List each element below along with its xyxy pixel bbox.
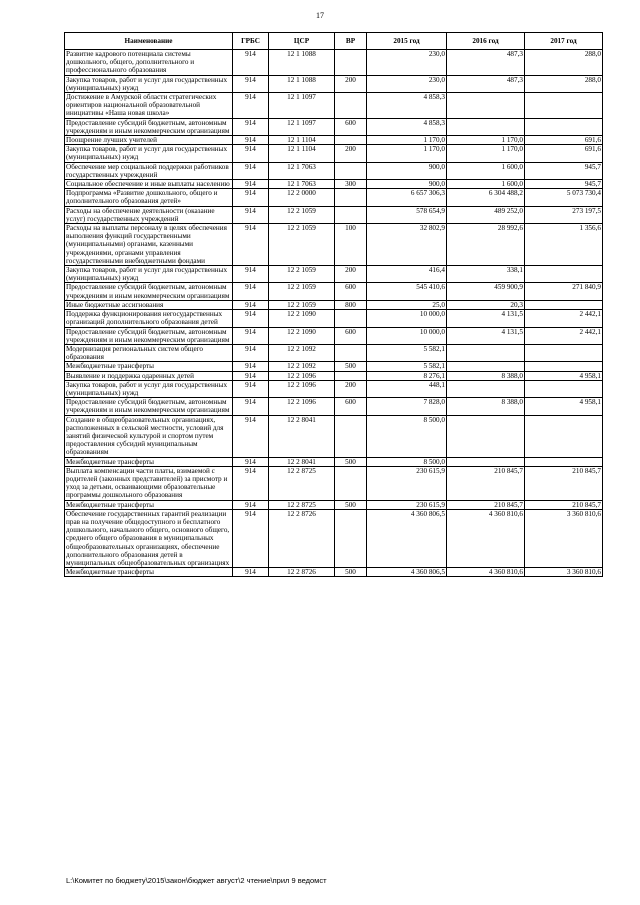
table-row (65, 500, 603, 509)
cell-2017: 5 073 730,4 (525, 189, 603, 206)
cell-2017: 945,7 (525, 162, 603, 179)
cell-2015: 10 000,0 (367, 327, 447, 344)
cell-grbs: 914 (233, 93, 269, 119)
cell-2015: 5 582,1 (367, 344, 447, 361)
table-row (65, 327, 603, 344)
cell-csr: 12 2 8725 (269, 500, 335, 509)
cell-vr: 200 (335, 75, 367, 92)
cell-vr (335, 189, 367, 206)
cell-grbs: 914 (233, 457, 269, 466)
cell-vr (335, 162, 367, 179)
cell-csr: 12 2 8041 (269, 457, 335, 466)
cell-csr: 12 1 1097 (269, 93, 335, 119)
cell-vr (335, 415, 367, 457)
cell-vr (335, 466, 367, 500)
cell-csr: 12 2 1092 (269, 362, 335, 371)
table-row (65, 136, 603, 145)
cell-grbs: 914 (233, 380, 269, 397)
cell-vr: 200 (335, 266, 367, 283)
cell-2016: 487,3 (447, 75, 525, 92)
cell-vr: 200 (335, 145, 367, 162)
cell-2016: 1 600,0 (447, 162, 525, 179)
table-row (65, 457, 603, 466)
cell-csr: 12 1 1104 (269, 145, 335, 162)
cell-name: Межбюджетные трансферты (65, 457, 233, 466)
budget-table (64, 32, 603, 577)
table-row (65, 266, 603, 283)
cell-2017 (525, 93, 603, 119)
table-row (65, 189, 603, 206)
cell-2017: 1 356,6 (525, 224, 603, 266)
cell-grbs: 914 (233, 118, 269, 135)
cell-grbs: 914 (233, 509, 269, 567)
cell-vr: 600 (335, 118, 367, 135)
cell-2017: 271 840,9 (525, 283, 603, 300)
table-header-row (65, 33, 603, 50)
cell-csr: 12 2 1090 (269, 327, 335, 344)
cell-2015: 230 615,9 (367, 500, 447, 509)
cell-csr: 12 2 1092 (269, 344, 335, 361)
cell-2015: 8 500,0 (367, 457, 447, 466)
cell-2016: 20,3 (447, 300, 525, 309)
cell-2016: 210 845,7 (447, 466, 525, 500)
cell-2015: 1 170,0 (367, 145, 447, 162)
cell-2016: 1 170,0 (447, 136, 525, 145)
cell-2016: 6 304 488,2 (447, 189, 525, 206)
cell-2015: 25,0 (367, 300, 447, 309)
table-row (65, 398, 603, 415)
cell-csr: 12 2 8041 (269, 415, 335, 457)
cell-name: Социальное обеспечение и иные выплаты населению (65, 180, 233, 189)
file-path-footer: L:\Комитет по бюджету\2015\закон\бюджет август\2 чтение\прил 9 ведомст (66, 876, 327, 885)
cell-2016 (447, 362, 525, 371)
cell-name: Иные бюджетные ассигнования (65, 300, 233, 309)
table-row (65, 180, 603, 189)
cell-csr: 12 1 7063 (269, 162, 335, 179)
cell-grbs: 914 (233, 189, 269, 206)
cell-vr (335, 310, 367, 327)
cell-2015: 578 654,9 (367, 206, 447, 223)
cell-2017: 691,6 (525, 136, 603, 145)
cell-2016: 8 388,0 (447, 398, 525, 415)
cell-vr: 600 (335, 398, 367, 415)
cell-2016: 459 900,9 (447, 283, 525, 300)
cell-grbs: 914 (233, 266, 269, 283)
cell-grbs: 914 (233, 466, 269, 500)
table-row (65, 206, 603, 223)
cell-2016: 4 131,5 (447, 310, 525, 327)
cell-csr: 12 2 1090 (269, 310, 335, 327)
cell-grbs: 914 (233, 50, 269, 76)
table-row (65, 415, 603, 457)
cell-2017: 4 958,1 (525, 398, 603, 415)
cell-2015: 545 410,6 (367, 283, 447, 300)
cell-2016 (447, 93, 525, 119)
cell-csr: 12 2 1059 (269, 283, 335, 300)
cell-2016 (447, 118, 525, 135)
cell-vr: 600 (335, 327, 367, 344)
cell-vr (335, 344, 367, 361)
cell-2015: 32 802,9 (367, 224, 447, 266)
table-row (65, 362, 603, 371)
cell-grbs: 914 (233, 283, 269, 300)
cell-csr: 12 2 1059 (269, 266, 335, 283)
cell-grbs: 914 (233, 180, 269, 189)
cell-2017: 2 442,1 (525, 327, 603, 344)
cell-2017 (525, 300, 603, 309)
table-row (65, 344, 603, 361)
cell-vr: 500 (335, 362, 367, 371)
cell-vr: 100 (335, 224, 367, 266)
cell-csr: 12 1 1104 (269, 136, 335, 145)
cell-2016: 4 360 810,6 (447, 509, 525, 567)
cell-2017 (525, 344, 603, 361)
header-csr: ЦСР (269, 33, 335, 50)
cell-2017 (525, 457, 603, 466)
cell-2016: 210 845,7 (447, 500, 525, 509)
cell-2017: 273 197,5 (525, 206, 603, 223)
table-row (65, 118, 603, 135)
cell-name: Выявление и поддержка одаренных детей (65, 371, 233, 380)
cell-2016: 28 992,6 (447, 224, 525, 266)
cell-2016 (447, 380, 525, 397)
cell-csr: 12 2 1059 (269, 224, 335, 266)
cell-csr: 12 1 1088 (269, 50, 335, 76)
cell-name: Подпрограмма «Развитие дошкольного, общего и дополнительного образования детей» (65, 189, 233, 206)
cell-csr: 12 2 8726 (269, 509, 335, 567)
table-row (65, 145, 603, 162)
cell-name: Поддержка функционирования негосударственных организаций дополнительного образования детей (65, 310, 233, 327)
cell-grbs: 914 (233, 224, 269, 266)
cell-2015: 8 276,1 (367, 371, 447, 380)
cell-vr (335, 509, 367, 567)
cell-2015: 230,0 (367, 50, 447, 76)
cell-2017: 945,7 (525, 180, 603, 189)
cell-vr: 600 (335, 283, 367, 300)
cell-grbs: 914 (233, 136, 269, 145)
cell-csr: 12 1 1097 (269, 118, 335, 135)
table-body (65, 50, 603, 577)
cell-2015: 8 500,0 (367, 415, 447, 457)
cell-name: Модернизация региональных систем общего образования (65, 344, 233, 361)
cell-vr: 200 (335, 380, 367, 397)
cell-csr: 12 2 1096 (269, 380, 335, 397)
header-2015: 2015 год (367, 33, 447, 50)
cell-2015: 900,0 (367, 162, 447, 179)
cell-csr: 12 2 1096 (269, 398, 335, 415)
cell-name: Расходы на выплаты персоналу в целях обеспечения выполнения функций государственными (муниципальными) органами, казенными учреждениями, органами управления государственными внебюджетными фондами (65, 224, 233, 266)
cell-2016 (447, 415, 525, 457)
cell-2015: 7 828,0 (367, 398, 447, 415)
cell-2016: 338,1 (447, 266, 525, 283)
cell-grbs: 914 (233, 300, 269, 309)
cell-grbs: 914 (233, 327, 269, 344)
header-2017: 2017 год (525, 33, 603, 50)
cell-2016: 8 388,0 (447, 371, 525, 380)
cell-2016: 4 131,5 (447, 327, 525, 344)
cell-name: Предоставление субсидий бюджетным, автономным учреждениям и иным некоммерческим организациям (65, 118, 233, 135)
header-vr: ВР (335, 33, 367, 50)
cell-name: Закупка товаров, работ и услуг для государственных (муниципальных) нужд (65, 266, 233, 283)
cell-csr: 12 2 1059 (269, 206, 335, 223)
cell-2017 (525, 415, 603, 457)
table-row (65, 509, 603, 567)
table-row (65, 371, 603, 380)
cell-2017: 3 360 810,6 (525, 509, 603, 567)
cell-grbs: 914 (233, 415, 269, 457)
header-name: Наименование (65, 33, 233, 50)
cell-vr (335, 93, 367, 119)
table-row (65, 162, 603, 179)
cell-vr: 500 (335, 457, 367, 466)
cell-2016 (447, 344, 525, 361)
cell-2015: 416,4 (367, 266, 447, 283)
cell-2016: 1 600,0 (447, 180, 525, 189)
cell-2016: 1 170,0 (447, 145, 525, 162)
cell-2015: 10 000,0 (367, 310, 447, 327)
cell-2016: 4 360 810,6 (447, 568, 525, 577)
cell-csr: 12 2 1059 (269, 300, 335, 309)
cell-vr: 800 (335, 300, 367, 309)
header-grbs: ГРБС (233, 33, 269, 50)
cell-2017: 4 958,1 (525, 371, 603, 380)
table-row (65, 283, 603, 300)
cell-2017: 210 845,7 (525, 466, 603, 500)
cell-name: Предоставление субсидий бюджетным, автономным учреждениям и иным некоммерческим организациям (65, 327, 233, 344)
cell-2016: 487,3 (447, 50, 525, 76)
cell-csr: 12 2 0000 (269, 189, 335, 206)
cell-grbs: 914 (233, 568, 269, 577)
cell-vr: 300 (335, 180, 367, 189)
cell-grbs: 914 (233, 206, 269, 223)
cell-vr (335, 206, 367, 223)
page-number: 17 (316, 11, 324, 20)
cell-grbs: 914 (233, 500, 269, 509)
cell-name: Закупка товаров, работ и услуг для государственных (муниципальных) нужд (65, 145, 233, 162)
cell-2017: 288,0 (525, 50, 603, 76)
cell-name: Развитие кадрового потенциала системы дошкольного, общего, дополнительного и профессионального образования (65, 50, 233, 76)
cell-name: Обеспечение государственных гарантий реализации прав на получение общедоступного и бесплатного дошкольного, начального общего, основного общего, среднего общего образования в муниципальных общеобразовательных организациях, обеспечение дополнительного образования детей в муниципальных общеобразовательных организациях (65, 509, 233, 567)
cell-2017 (525, 362, 603, 371)
cell-2016: 489 252,0 (447, 206, 525, 223)
table-row (65, 380, 603, 397)
cell-name: Обеспечение мер социальной поддержки работников государственных учреждений (65, 162, 233, 179)
cell-name: Достижение в Амурской области стратегических ориентиров национальной образовательной инициативы «Наша новая школа» (65, 93, 233, 119)
cell-vr (335, 136, 367, 145)
cell-grbs: 914 (233, 75, 269, 92)
cell-vr: 500 (335, 568, 367, 577)
cell-grbs: 914 (233, 344, 269, 361)
table-row (65, 75, 603, 92)
cell-2015: 5 582,1 (367, 362, 447, 371)
cell-2017 (525, 266, 603, 283)
cell-2015: 4 360 806,5 (367, 509, 447, 567)
table-row (65, 466, 603, 500)
cell-2015: 230,0 (367, 75, 447, 92)
cell-name: Предоставление субсидий бюджетным, автономным учреждениям и иным некоммерческим организациям (65, 398, 233, 415)
cell-name: Межбюджетные трансферты (65, 568, 233, 577)
cell-grbs: 914 (233, 398, 269, 415)
table-row (65, 568, 603, 577)
cell-2017: 2 442,1 (525, 310, 603, 327)
cell-name: Межбюджетные трансферты (65, 362, 233, 371)
table-row (65, 50, 603, 76)
table-row (65, 310, 603, 327)
cell-name: Создание в общеобразовательных организациях, расположенных в сельской местности, условий для занятий физической культурой и спортом путем предоставления субсидий муниципальным образованиям (65, 415, 233, 457)
cell-2017: 691,6 (525, 145, 603, 162)
cell-grbs: 914 (233, 162, 269, 179)
cell-name: Расходы на обеспечение деятельности (оказание услуг) государственных учреждений (65, 206, 233, 223)
cell-2015: 4 858,3 (367, 118, 447, 135)
cell-2017: 210 845,7 (525, 500, 603, 509)
cell-csr: 12 2 8726 (269, 568, 335, 577)
table-row (65, 224, 603, 266)
cell-grbs: 914 (233, 362, 269, 371)
cell-2017: 3 360 810,6 (525, 568, 603, 577)
cell-name: Поощрение лучших учителей (65, 136, 233, 145)
cell-2015: 230 615,9 (367, 466, 447, 500)
cell-2016 (447, 457, 525, 466)
cell-csr: 12 1 7063 (269, 180, 335, 189)
cell-name: Закупка товаров, работ и услуг для государственных (муниципальных) нужд (65, 380, 233, 397)
cell-csr: 12 1 1088 (269, 75, 335, 92)
cell-vr (335, 50, 367, 76)
header-2016: 2016 год (447, 33, 525, 50)
cell-name: Выплата компенсации части платы, взимаемой с родителей (законных представителей) за присмотр и уход за детьми, осваивающими образовательные программы дошкольного образования (65, 466, 233, 500)
cell-vr (335, 371, 367, 380)
cell-2015: 1 170,0 (367, 136, 447, 145)
cell-2015: 4 858,3 (367, 93, 447, 119)
cell-vr: 500 (335, 500, 367, 509)
cell-2015: 4 360 806,5 (367, 568, 447, 577)
cell-name: Закупка товаров, работ и услуг для государственных (муниципальных) нужд (65, 75, 233, 92)
cell-grbs: 914 (233, 310, 269, 327)
cell-2017 (525, 380, 603, 397)
cell-2015: 6 657 306,3 (367, 189, 447, 206)
cell-2017: 288,0 (525, 75, 603, 92)
cell-2015: 448,1 (367, 380, 447, 397)
cell-grbs: 914 (233, 145, 269, 162)
cell-grbs: 914 (233, 371, 269, 380)
cell-2015: 900,0 (367, 180, 447, 189)
table-row (65, 300, 603, 309)
cell-csr: 12 2 8725 (269, 466, 335, 500)
cell-2017 (525, 118, 603, 135)
cell-csr: 12 2 1096 (269, 371, 335, 380)
cell-name: Межбюджетные трансферты (65, 500, 233, 509)
cell-name: Предоставление субсидий бюджетным, автономным учреждениям и иным некоммерческим организациям (65, 283, 233, 300)
table-row (65, 93, 603, 119)
